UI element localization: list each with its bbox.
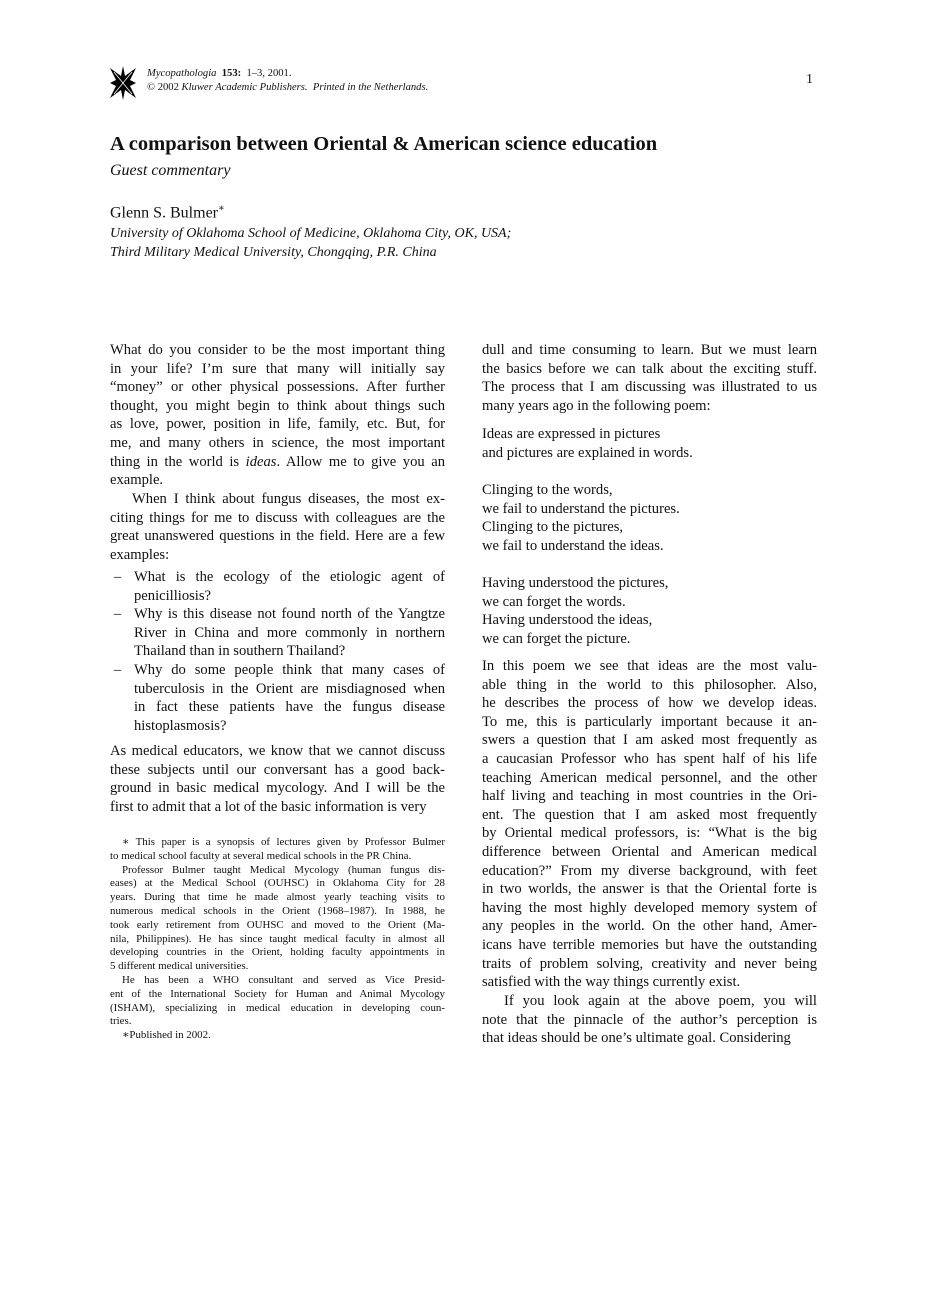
text-line: by Oriental medical professors, is: “What is the big xyxy=(482,825,817,842)
right-paragraph-1 xyxy=(482,341,817,415)
text-line: nila, Philippines). He has since taught medical faculty in almost all xyxy=(110,932,445,945)
text-line: dull and time consuming to learn. But we must learn xyxy=(482,342,817,358)
publisher-logo xyxy=(110,66,136,100)
article-subtitle: Guest commentary xyxy=(110,162,231,179)
publisher: Kluwer Academic Publishers. xyxy=(181,82,308,93)
affiliations xyxy=(110,225,511,262)
text-line: education?” From my diverse background, with feet xyxy=(482,862,817,879)
text-line: When I think about fungus diseases, the most ex- xyxy=(132,491,445,507)
text-line: he describes the process of how we develop ideas. xyxy=(482,695,817,712)
text-line: To me, this is particularly important because it an- xyxy=(482,713,817,730)
text-line: icans have terrible memories but have the outstanding xyxy=(482,936,817,953)
journal-citation xyxy=(147,67,428,95)
poem-stanza-1 xyxy=(482,425,817,462)
text-line: 5 different medical universities. xyxy=(110,960,249,973)
text-line: thought, you might begin to think about things such xyxy=(110,397,445,414)
text-line: as love, power, position in life, family, etc. But, for xyxy=(110,416,445,433)
text-line: “money” or other physical possessions. After further xyxy=(110,379,445,396)
text-line: and pictures are explained in words. xyxy=(482,444,693,461)
text-line: that ideas should be one’s ultimate goal. Considering xyxy=(482,1030,791,1047)
left-paragraph-1 xyxy=(110,341,445,490)
text-line: in your life? I’m sure that many will initially say xyxy=(110,360,445,377)
text-line: in two worlds, the answer is that the Oriental forte is xyxy=(482,881,817,898)
text-line: able thing in the world to this philosopher. Also, xyxy=(482,676,817,693)
text-line: we fail to understand the pictures. xyxy=(482,500,680,517)
copyright: © 2002 xyxy=(147,82,179,93)
text-line: first to admit that a lot of the basic information is very xyxy=(110,798,427,815)
text-line: examples: xyxy=(110,546,170,563)
text-line: citing things for me to discuss with colleagues are the xyxy=(110,509,445,526)
text-line: these subjects until our conversant has a good back- xyxy=(110,761,445,778)
text-line: ∗Published in 2002. xyxy=(122,1029,211,1042)
text-line: tuberculosis in the Orient are misdiagnosed when xyxy=(134,680,445,697)
text-line: (ISHAM), specializing in medical education in developing coun- xyxy=(110,1001,445,1014)
text-line: Having understood the pictures, xyxy=(482,575,669,591)
text-line: ∗ This paper is a synopsis of lectures given by Professor Bulmer xyxy=(122,836,445,848)
text-line: we can forget the words. xyxy=(482,593,626,610)
article-title: A comparison between Oriental & American science education xyxy=(110,133,658,155)
text-line: note that the pinnacle of the author’s perception is xyxy=(482,1011,817,1028)
text-line: ent. The question that I am asked most frequently xyxy=(482,806,817,823)
text-line: numerous medical schools in the Orient (1968–1987). In 1988, he xyxy=(110,904,445,917)
journal-name: Mycopathologia xyxy=(147,68,217,79)
text-line: we can forget the picture. xyxy=(482,630,631,647)
right-paragraph-3 xyxy=(482,992,817,1048)
text-line: What do you consider to be the most important thing xyxy=(110,342,445,358)
text-line: great unanswered questions in the field. Here are a few xyxy=(110,528,445,545)
examples-list xyxy=(110,568,445,735)
footnote xyxy=(110,836,445,1043)
text-line: the basics before we can talk about the exciting stuff. xyxy=(482,360,817,377)
author-footnote-mark: ∗ xyxy=(218,203,225,214)
text-line: teaching American medical personnel, and the other xyxy=(482,769,817,786)
page-number: 1 xyxy=(806,72,813,87)
left-paragraph-2 xyxy=(110,490,445,564)
text-line: Ideas are expressed in pictures xyxy=(482,426,661,442)
text-line: we fail to understand the ideas. xyxy=(482,537,664,554)
text-line: many years ago in the following poem: xyxy=(482,397,711,414)
text-line: satisfied with the way things currently exist. xyxy=(482,974,741,991)
text-line: In this poem we see that ideas are the most valu- xyxy=(482,658,817,674)
list-dash: – xyxy=(114,661,122,678)
text-line: ground in basic medical mycology. And I will be the xyxy=(110,780,445,797)
poem-stanza-3 xyxy=(482,574,817,648)
text-line: The process that I am discussing was illustrated to us xyxy=(482,379,817,396)
list-item xyxy=(110,605,445,661)
text-line: Why is this disease not found north of the Yangtze xyxy=(134,606,445,623)
text-line: penicilliosis? xyxy=(134,587,212,604)
text-line: in fact these patients have the fungus disease xyxy=(134,699,445,716)
right-paragraph-2 xyxy=(482,657,817,992)
text-line: Clinging to the words, xyxy=(482,482,613,498)
text-line: example. xyxy=(110,472,164,489)
text-line: ent of the International Society for Human and Animal Mycology xyxy=(110,987,445,1000)
text-line: As medical educators, we know that we cannot discuss xyxy=(110,743,445,759)
affiliation: Third Military Medical University, Chongqing, P.R. China xyxy=(110,244,437,260)
text-line: half living and teaching in most countries in the Ori- xyxy=(482,788,817,805)
poem-stanza-2 xyxy=(482,481,817,555)
text-line: to medical school faculty at several medical schools in the PR China. xyxy=(110,849,412,862)
text-line: If you look again at the above poem, you will xyxy=(504,993,817,1009)
printed-in: Printed in the Netherlands. xyxy=(312,82,429,93)
text-line: Professor Bulmer taught Medical Mycology (human fungus dis- xyxy=(122,863,445,876)
text-line: histoplasmosis? xyxy=(134,717,227,734)
volume: 153: xyxy=(221,68,242,79)
text-line: Having understood the ideas, xyxy=(482,612,653,629)
text-line: Thailand than in southern Thailand? xyxy=(134,643,346,660)
text-line: developing countries in the Orient, holding faculty appointments in xyxy=(110,946,445,959)
list-item xyxy=(110,661,445,735)
text-line: thing in the world is ideas. Allow me to give you an xyxy=(110,453,445,470)
text-line: a caucasian Professor who has spent half of his life xyxy=(482,750,817,767)
text-line: any peoples in the world. On the other hand, Amer- xyxy=(482,918,817,935)
text-line: took early retirement from OUHSC and moved to the Orient (Ma- xyxy=(110,918,445,931)
text-line: tries. xyxy=(110,1015,132,1028)
left-paragraph-3 xyxy=(110,742,445,816)
list-dash: – xyxy=(114,606,122,623)
list-dash: – xyxy=(114,569,122,585)
text-line: difference between Oriental and American medical xyxy=(482,843,817,860)
affiliation: University of Oklahoma School of Medicine, Oklahoma City, OK, USA; xyxy=(110,226,512,241)
text-line: years. During that time he made almost yearly teaching visits to xyxy=(110,891,445,904)
author xyxy=(110,203,225,222)
text-line: swers a question that I am asked most frequently as xyxy=(482,732,817,749)
text-line: River in China and more commonly in northern xyxy=(134,624,445,641)
text-line: having the most highly developed memory system of xyxy=(482,899,817,916)
text-line: Clinging to the pictures, xyxy=(482,519,624,536)
text-line: Why do some people think that many cases of xyxy=(134,661,445,678)
list-item xyxy=(110,568,445,605)
author-name: Glenn S. Bulmer xyxy=(110,204,218,222)
pages: 1–3, 2001. xyxy=(246,68,292,79)
text-line: traits of problem solving, creativity and never being xyxy=(482,955,817,972)
text-line: eases) at the Medical School (OUHSC) in Oklahoma City for 28 xyxy=(110,877,445,890)
text-line: me, and many others in science, the most important xyxy=(110,434,445,451)
text-line: What is the ecology of the etiologic agent of xyxy=(134,569,445,585)
text-line: He has been a WHO consultant and served as Vice Presid- xyxy=(122,973,445,986)
